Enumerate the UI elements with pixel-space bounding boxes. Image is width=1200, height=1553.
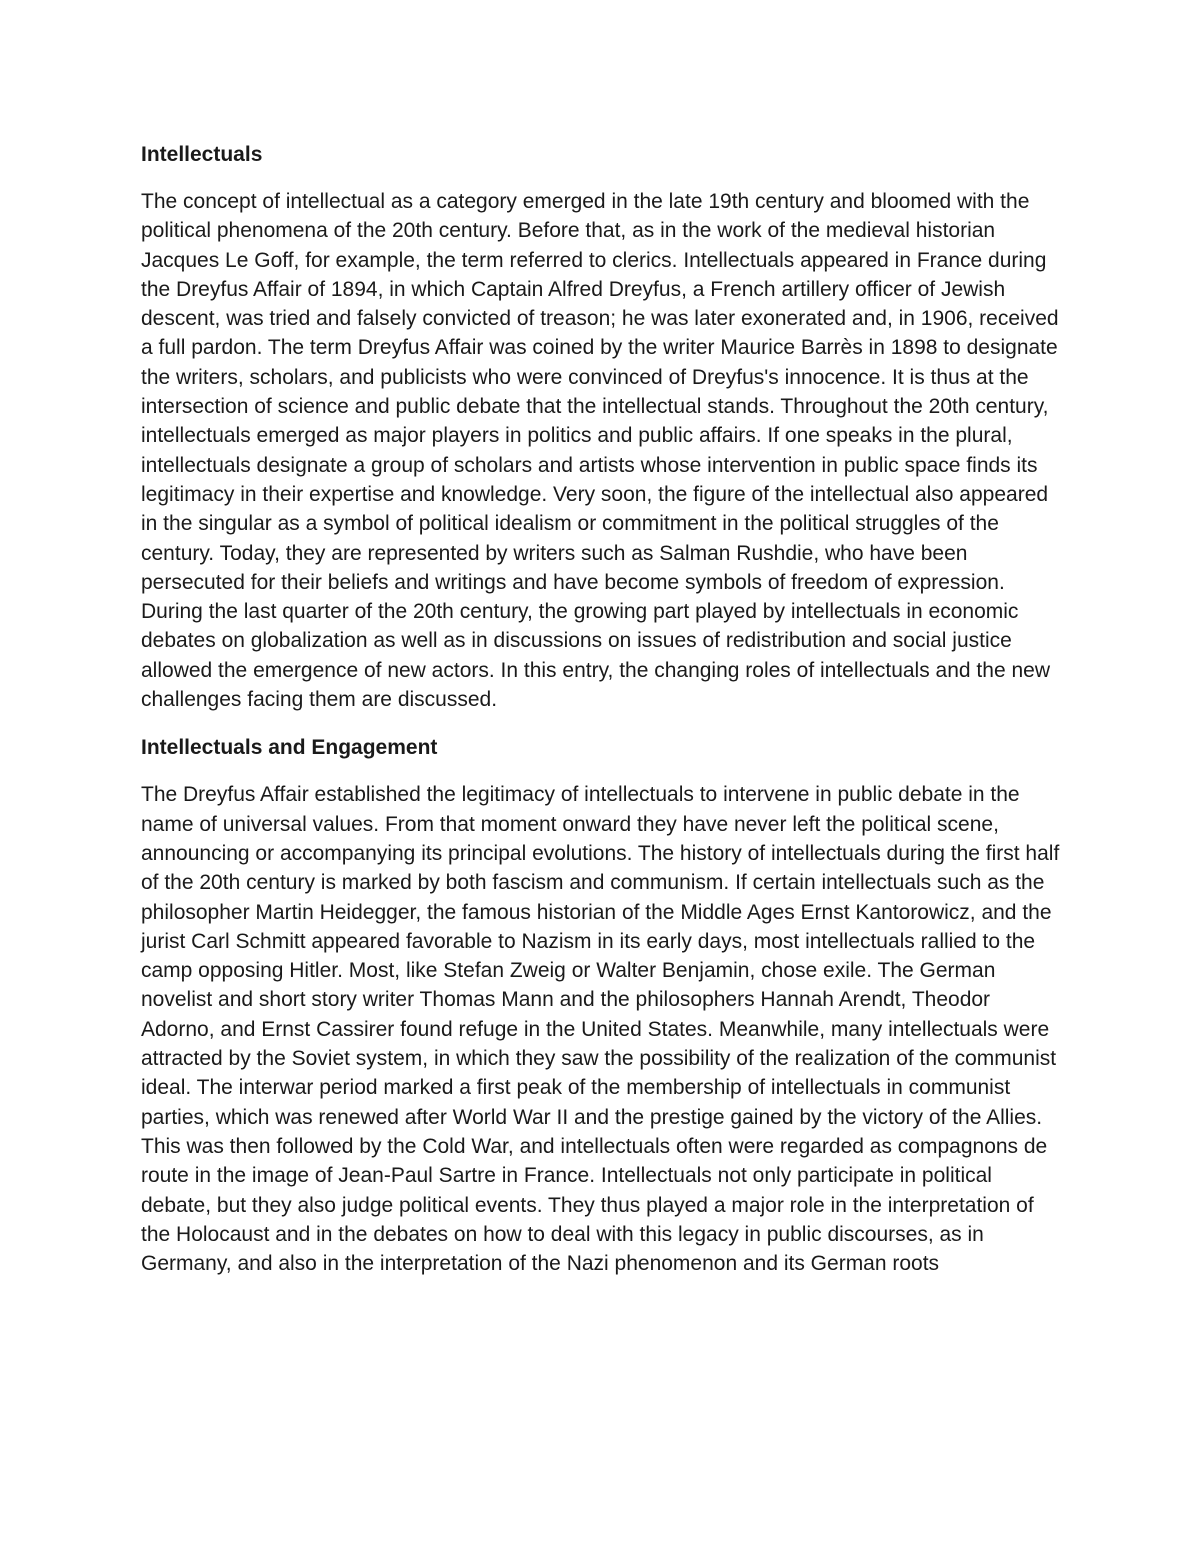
section-body-intellectuals-and-engagement: The Dreyfus Affair established the legitimacy of intellectuals to intervene in public debate in the name of universal values. From that moment onward they have never left the political scene, announcing or accompanying its principal evolutions. The history of intellectuals during the first half of the 20th century is marked by both fascism and communism. If certain intellectuals such as the philosopher Martin Heidegger, the famous historian of the Middle Ages Ernst Kantorowicz, and the jurist Carl Schmitt appeared favorable to Nazism in its early days, most intellectuals rallied to the camp opposing Hitler. Most, like Stefan Zweig or Walter Benjamin, chose exile. The German novelist and short story writer Thomas Mann and the philosophers Hannah Arendt, Theodor Adorno, and Ernst Cassirer found refuge in the United States. Meanwhile, many intellectuals were attracted by the Soviet system, in which they saw the possibility of the realization of the communist ideal. The interwar period marked a first peak of the membership of intellectuals in communist parties, which was renewed after World War II and the prestige gained by the victory of the Allies. This was then followed by the Cold War, and intellectuals often were regarded as compagnons de route in the image of Jean-Paul Sartre in France. Intellectuals not only participate in political debate, but they also judge political events. They thus played a major role in the interpretation of the Holocaust and in the debates on how to deal with this legacy in public discourses, as in Germany, and also in the interpretation of the Nazi phenomenon and its German roots bbox=[141, 783, 1060, 1276]
section-body-intellectuals: The concept of intellectual as a category emerged in the late 19th century and bloomed with the political phenomena of the 20th century. Before that, as in the work of the medieval historian Jacques Le Goff, for example, the term referred to clerics. Intellectuals appeared in France during the Dreyfus Affair of 1894, in which Captain Alfred Dreyfus, a French artillery officer of Jewish descent, was tried and falsely convicted of treason; he was later exonerated and, in 1906, received a full pardon. The term Dreyfus Affair was coined by the writer Maurice Barrès in 1898 to designate the writers, scholars, and publicists who were convinced of Dreyfus's innocence. It is thus at the intersection of science and public debate that the intellectual stands. Throughout the 20th century, intellectuals emerged as major players in politics and public affairs. If one speaks in the plural, intellectuals designate a group of scholars and artists whose intervention in public space finds its legitimacy in their expertise and knowledge. Very soon, the figure of the intellectual also appeared in the singular as a symbol of political idealism or commitment in the political struggles of the century. Today, they are represented by writers such as Salman Rushdie, who have been persecuted for their beliefs and writings and have become symbols of freedom of expression. During the last quarter of the 20th century, the growing part played by intellectuals in economic debates on globalization as well as in discussions on issues of redistribution and social justice allowed the emergence of new actors. In this entry, the changing roles of intellectuals and the new challenges facing them are discussed. bbox=[141, 190, 1059, 712]
section-heading-intellectuals-and-engagement: Intellectuals and Engagement bbox=[141, 736, 438, 760]
section-heading-intellectuals: Intellectuals bbox=[141, 143, 263, 166]
document-page bbox=[141, 140, 1066, 1297]
